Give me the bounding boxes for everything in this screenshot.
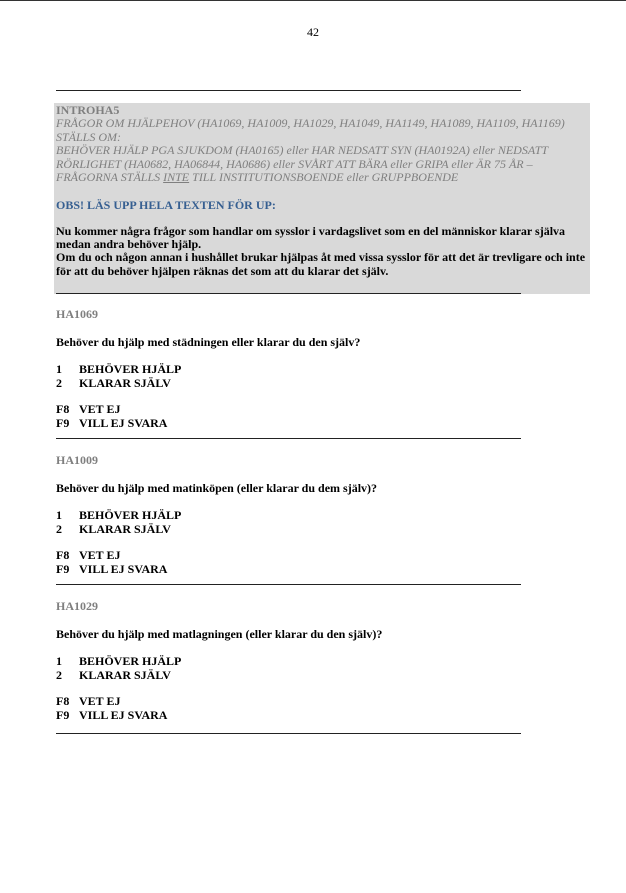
question-text: Behöver du hjälp med matinköpen (eller klarar du dem själv)? xyxy=(56,481,378,495)
answer-option xyxy=(56,377,526,391)
special-option xyxy=(56,709,526,723)
question-text: Behöver du hjälp med matlagningen (eller klarar du den själv)? xyxy=(56,627,383,641)
divider-top xyxy=(56,90,521,91)
answer-option xyxy=(56,669,526,683)
question-text: Behöver du hjälp med städningen eller klarar du den själv? xyxy=(56,335,361,349)
answer-options xyxy=(56,655,526,682)
special-options xyxy=(56,549,526,576)
answer-option xyxy=(56,363,526,377)
option-label: VET EJ xyxy=(79,694,121,708)
option-label: VILL EJ SVARA xyxy=(79,561,168,576)
intro-underlined-word: INTE xyxy=(163,170,190,185)
obs-instruction: OBS! LÄS UPP HELA TEXTEN FÖR UP: xyxy=(56,197,276,212)
intro-last-line-after: TILL INSTITUTIONSBOENDE eller GRUPPBOENDE xyxy=(189,170,459,185)
answer-option xyxy=(56,523,526,537)
option-label: KLARAR SJÄLV xyxy=(79,375,171,390)
divider-after-ha1009 xyxy=(56,584,521,585)
intro-body-line: för att du behöver hjälpen räknas det som att du klarar det själv. xyxy=(56,263,389,278)
divider-after-ha1069 xyxy=(56,438,521,439)
intro-condition-line: FRÅGOR OM HJÄLPEHOV (HA1069, HA1009, HA1029, HA1049, HA1149, HA1089, HA1109, HA1169) xyxy=(56,116,565,130)
answer-options xyxy=(56,509,526,536)
special-option xyxy=(56,403,526,417)
intro-read-aloud-text xyxy=(56,225,588,278)
intro-condition-line: RÖRLIGHET (HA0682, HA06844, HA0686) eller SVÅRT ATT BÄRA eller GRIPA eller ÄR 75 ÅR – xyxy=(56,156,533,171)
option-code: 1 xyxy=(56,654,62,668)
intro-body-line: medan andra behöver hjälp. xyxy=(56,237,202,252)
intro-box xyxy=(54,103,590,294)
special-option xyxy=(56,563,526,577)
option-code: F8 xyxy=(56,402,70,416)
question-id: HA1029 xyxy=(56,599,98,613)
question-id: HA1009 xyxy=(56,453,98,467)
question-block-ha1069 xyxy=(56,307,526,430)
option-label: KLARAR SJÄLV xyxy=(79,521,171,536)
question-block-ha1009 xyxy=(56,453,526,576)
special-options xyxy=(56,403,526,430)
question-block-ha1029 xyxy=(56,599,526,722)
special-option xyxy=(56,695,526,709)
intro-body-line: Om du och någon annan i hushållet brukar hjälpas åt med vissa sysslor för att det är trevligare och inte xyxy=(56,250,586,265)
option-code: F9 xyxy=(56,707,70,722)
intro-title: INTROHA5 xyxy=(56,103,120,117)
intro-last-line-before: FRÅGORNA STÄLLS xyxy=(56,170,164,185)
intro-condition-line: STÄLLS OM: xyxy=(56,129,122,144)
option-label: VILL EJ SVARA xyxy=(79,707,168,722)
option-code: 2 xyxy=(56,521,62,536)
option-label: VILL EJ SVARA xyxy=(79,415,168,430)
divider-after-ha1029 xyxy=(56,733,521,734)
option-code: F8 xyxy=(56,694,70,708)
page-top-border xyxy=(0,0,626,1)
option-label: VET EJ xyxy=(79,402,121,416)
option-code: F8 xyxy=(56,548,70,562)
special-option xyxy=(56,549,526,563)
intro-condition-line: BEHÖVER HJÄLP PGA SJUKDOM (HA0165) eller HAR NEDSATT SYN (HA0192A) eller NEDSATT xyxy=(56,143,549,158)
page-number: 42 xyxy=(307,25,319,39)
option-code: 2 xyxy=(56,667,62,682)
answer-option xyxy=(56,509,526,523)
option-code: F9 xyxy=(56,415,70,430)
option-label: KLARAR SJÄLV xyxy=(79,667,171,682)
special-option xyxy=(56,417,526,431)
option-label: BEHÖVER HJÄLP xyxy=(79,654,182,668)
option-label: BEHÖVER HJÄLP xyxy=(79,362,182,376)
answer-options xyxy=(56,363,526,390)
intro-condition-last-line xyxy=(56,171,588,185)
option-code: 1 xyxy=(56,508,62,522)
option-label: VET EJ xyxy=(79,548,121,562)
intro-body-line: Nu kommer några frågor som handlar om sysslor i vardagslivet som en del människor klarar själva xyxy=(56,223,566,238)
question-id: HA1069 xyxy=(56,307,98,321)
answer-option xyxy=(56,655,526,669)
special-options xyxy=(56,695,526,722)
option-label: BEHÖVER HJÄLP xyxy=(79,508,182,522)
option-code: F9 xyxy=(56,561,70,576)
divider-after-intro xyxy=(56,293,521,294)
option-code: 1 xyxy=(56,362,62,376)
option-code: 2 xyxy=(56,375,62,390)
